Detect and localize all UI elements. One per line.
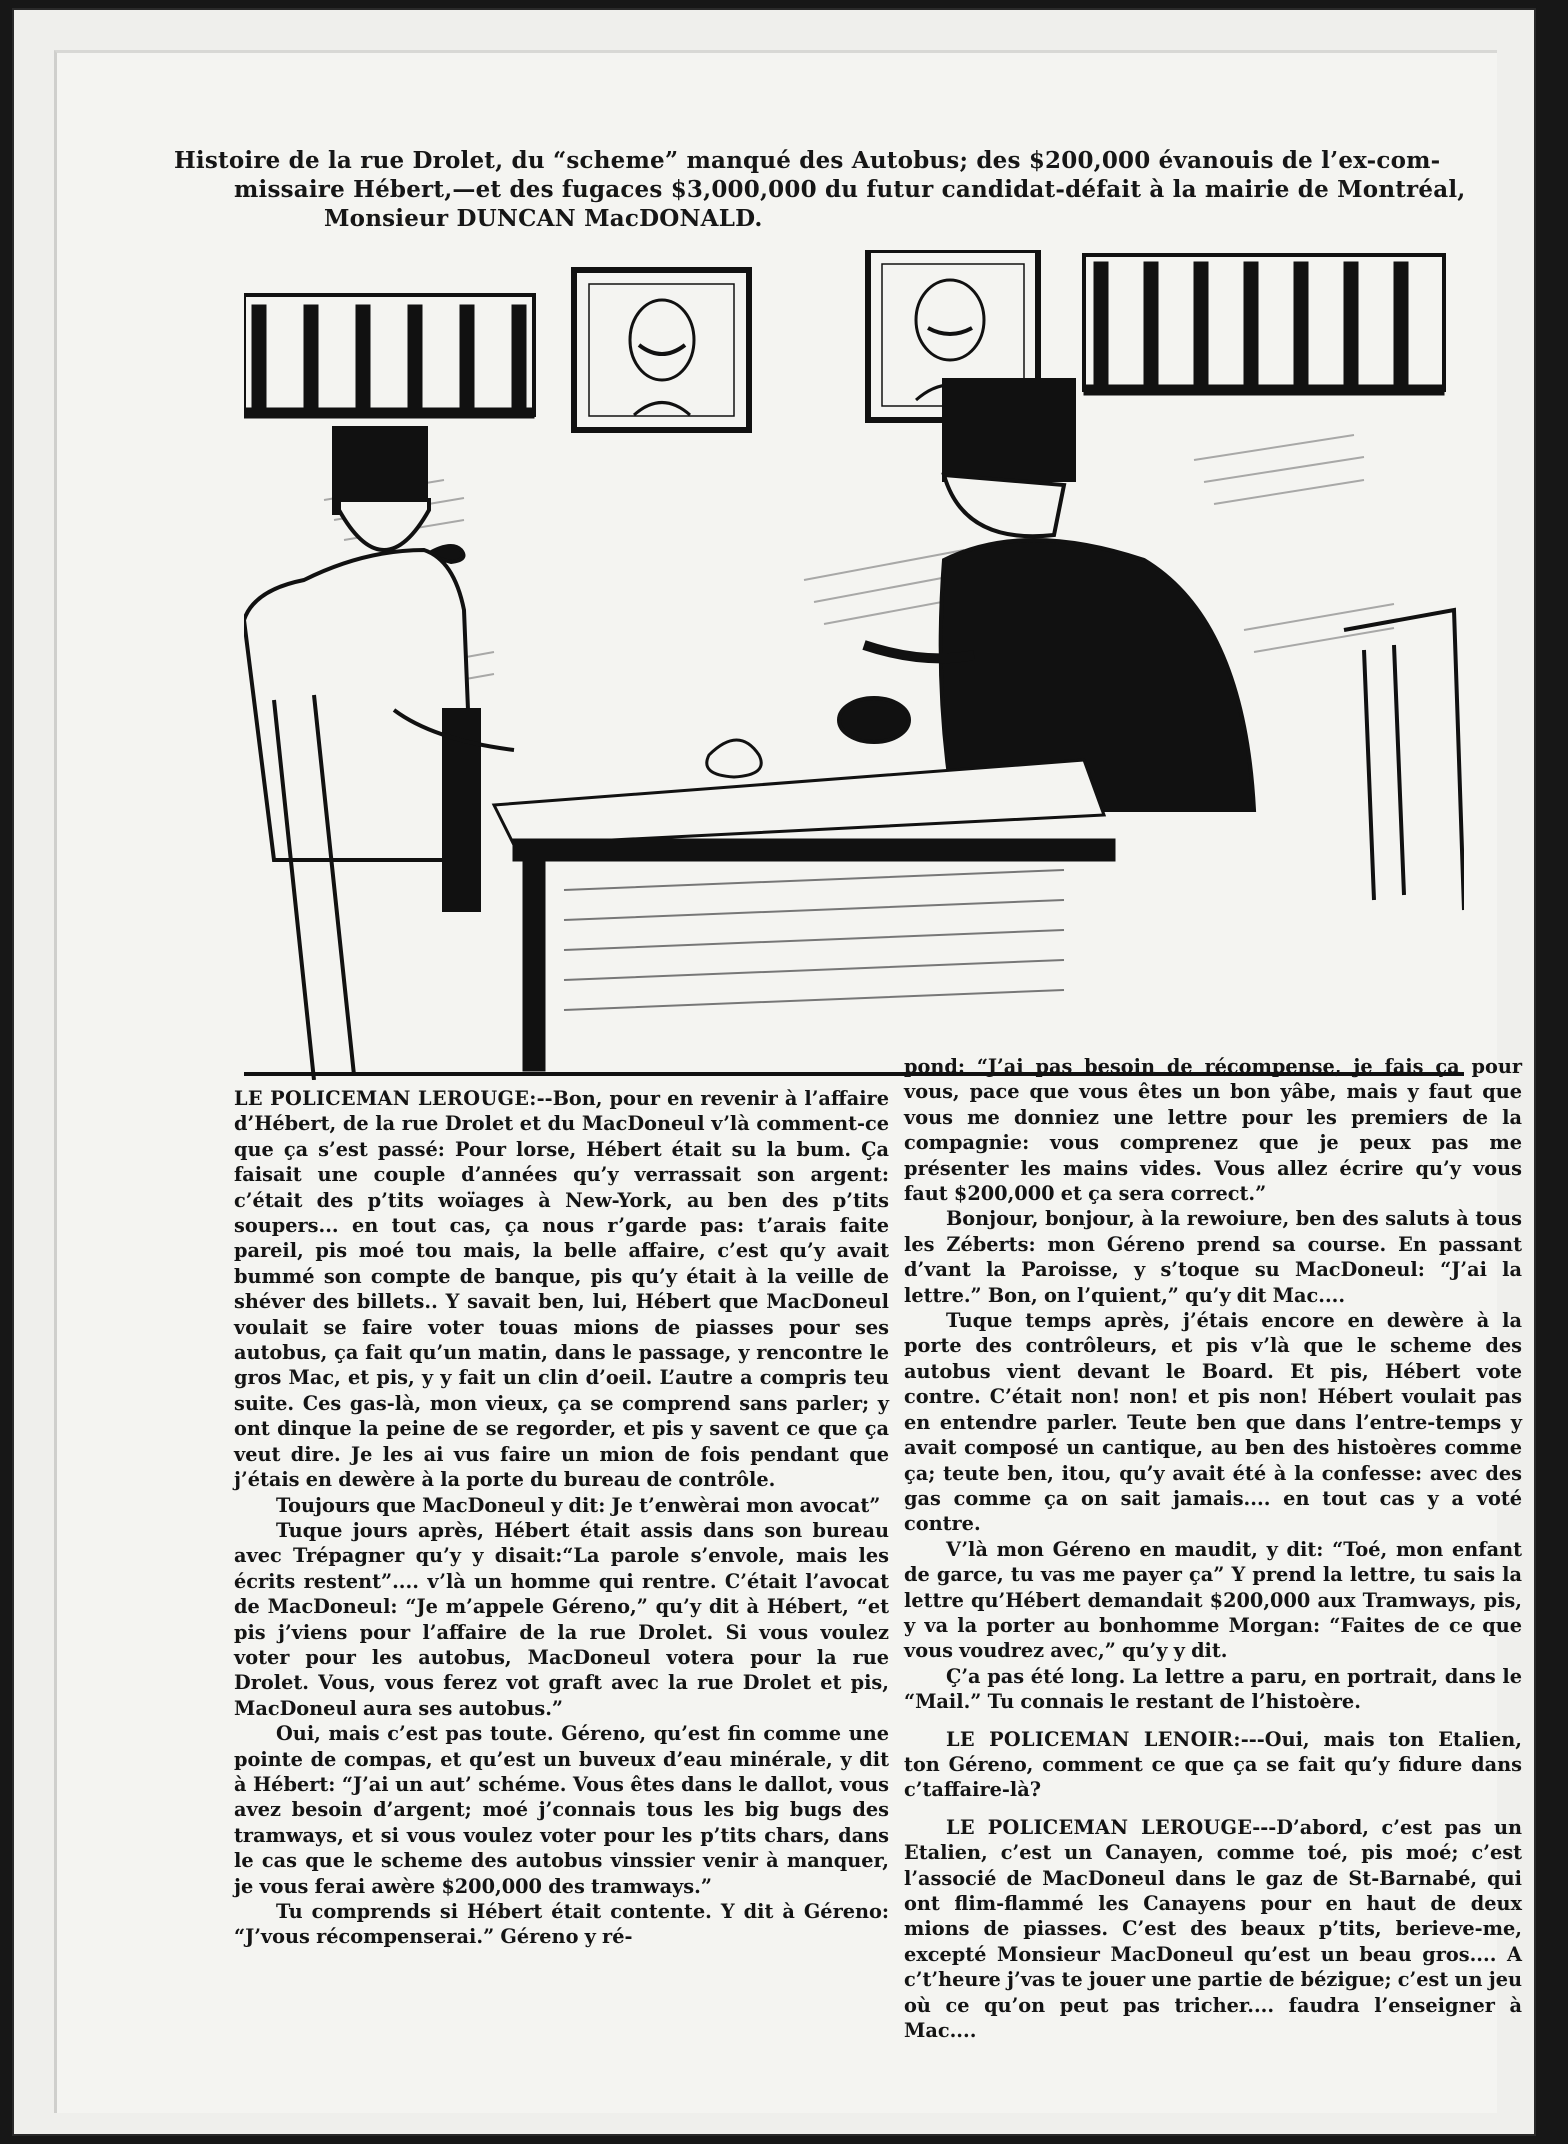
paragraph: [904, 1206, 1522, 1308]
paragraph-text: Tuque temps après, j’étais encore en dewère à la porte des contrôleurs, et pis v’là que le scheme des autobus vient devant le Board. Et pis, Hébert vote contre. C’était non! non! et pis non! Hébert voulait pas en entendre parler. Teute ben que dans l’entre-temps y avait composé un cantique, au ben des histoères comme ça; teute ben, itou, qu’y avait été à la confesse: avec des gas comme ça on sait jamais.... en tout cas y a voté contre.: [904, 1309, 1522, 1536]
paragraph: [904, 1054, 1522, 1206]
paragraph-text: pond: “J’ai pas besoin de récompense, je fais ça pour vous, pace que vous êtes un bon yâbe, mais y faut que vous me donniez une lettre pour les premiers de la compagnie: vous comprenez que je peux pas me présenter les mains vides. Vous allez écrire qu’y vous faut $200,000 et ça sera correct.”: [904, 1055, 1522, 1206]
left-column: [234, 1086, 889, 1950]
paragraph: [234, 1086, 889, 1493]
cartoon-illustration: [244, 250, 1464, 1080]
paragraph-text: Bonjour, bonjour, à la rewoiure, ben des saluts à tous les Zéberts: mon Géreno prend sa course. En passant d’vant la Paroisse, y s’toque su MacDoneul: “J’ai la lettre.” Bon, on l’quient,” qu’y dit Mac....: [904, 1207, 1522, 1307]
speaker-name: LE POLICEMAN LEROUGE: [946, 1815, 1253, 1839]
cartoon-svg: [244, 250, 1464, 1080]
paragraph: [904, 1664, 1522, 1715]
paragraph: [234, 1493, 889, 1518]
paragraph-text: ---D’abord, c’est pas un Etalien, c’est un Canayen, comme toé, pis moé; c’est l’associé de MacDoneul dans le gaz de St-Barnabé, qui ont flim-flammé les Canayens pour en haut de deux mions de piasses. C’est des beaux p’tits, berieve-me, excepté Monsieur MacDoneul qu’est un beau gros.... A c’t’heure j’vas te jouer une partie de bézigue; c’est un jeu où ce qu’on peut pas tricher.... faudra l’enseigner à Mac....: [904, 1815, 1522, 2043]
paragraph-text: Toujours que MacDoneul y dit: Je t’enwèrai mon avocat”: [276, 1493, 881, 1517]
paragraph-text: Ç’a pas été long. La lettre a paru, en portrait, dans le “Mail.” Tu connais le restant de l’histoère.: [904, 1664, 1522, 1714]
paragraph: [904, 1727, 1522, 1803]
table: [494, 740, 1114, 1070]
paragraph: [234, 1518, 889, 1721]
paragraph: [904, 1308, 1522, 1537]
right-policeman: [839, 380, 1254, 810]
portrait-left: [574, 270, 749, 430]
wall-shading: [324, 435, 1394, 690]
paragraph: [904, 1815, 1522, 2044]
paragraph-text: Tuque jours après, Hébert était assis dans son bureau avec Trépagner qu’y y disait:“La parole s’envole, mais les écrits restent”.... v’là un homme qui rentre. C’était l’avocat de MacDoneul: “Je m’appele Géreno,” qu’y dit à Hébert, “et pis j’viens pour l’affaire de la rue Drolet. Si vous voulez voter pour les autobus, MacDoneul votera pour la rue Drolet. Vous, vous ferez vot graft avec la rue Drolet et pis, MacDoneul aura ses autobus.”: [234, 1518, 889, 1720]
headline: [174, 146, 1466, 233]
paragraph: [234, 1721, 889, 1899]
speaker-name: LE POLICEMAN LEROUGE:: [234, 1087, 537, 1110]
headline-line-3: Monsieur DUNCAN MacDONALD.: [324, 205, 763, 232]
right-column: [904, 1054, 1522, 2043]
paragraph-text: V’là mon Géreno en maudit, y dit: “Toé, mon enfant de garce, tu vas me payer ça” Y prend la lettre, tu sais la lettre qu’Hébert demandait $200,000 aux Tramways, pis, y va la porter au bonhomme Morgan: “Faites de ce que vous voudrez avec,” qu’y y dit.: [904, 1537, 1522, 1663]
paragraph: [234, 1899, 889, 1950]
paragraph: [904, 1537, 1522, 1664]
paragraph-text: Oui, mais c’est pas toute. Géreno, qu’est fin comme une pointe de compas, et qu’est un buveux d’eau minérale, y dit à Hébert: “J’ai un aut’ schéme. Vous êtes dans le dallot, vous avez besoin d’argent; moé j’connais tous les big bugs des tramways, et si vous voulez voter pour les p’tits chars, dans le cas que le scheme des autobus vinssier venir à manquer, je vous ferai awère $200,000 des tramways.”: [234, 1722, 889, 1898]
paragraph-text: --Bon, pour en revenir à l’affaire d’Hébert, de la rue Drolet et du MacDoneul v’là comment-ce que ça s’est passé: Pour lorse, Hébert était su la bum. Ça faisait une couple d’années qu’y verrassait son argent: c’était des p’tits woïages à New-York, au ben des p’tits soupers... en tout cas, ça nous r’garde pas: t’arais faite pareil, pis moé tou mais, la belle affaire, c’est qu’y avait bummé son compte de banque, pis qu’y était à la veille de shéver des billets.. Y savait ben, lui, Hébert que MacDoneul voulait se faire voter touas mions de piasses pour ses autobus, ça fait qu’un matin, dans le passage, y rencontre le gros Mac, et pis, y y fait un clin d’oeil. L’autre a compris teu suite. Ces gas-là, mon vieux, ça se comprend sans parler; y ont dinque la peine de se regorder, et pis y savent ce que ça veut dire. Je les ai vus faire un mion de fois pendant que j’étais en dewère à la porte du bureau de contrôle.: [234, 1087, 889, 1492]
right-window: [1084, 255, 1444, 395]
left-window: [244, 295, 534, 418]
speaker-name: LE POLICEMAN LENOIR:: [946, 1727, 1241, 1751]
paragraph-text: ---Oui, mais ton Etalien, ton Géreno, comment ce que ça se fait qu’y fidure dans c’taffaire-là?: [904, 1727, 1522, 1802]
headline-line-2: missaire Hébert,—et des fugaces $3,000,000 du futur candidat-défait à la mairie de Montréal,: [234, 176, 1466, 203]
scanned-page: [14, 10, 1534, 2134]
headline-line-1: Histoire de la rue Drolet, du “scheme” manqué des Autobus; des $200,000 évanouis de l’ex-com-: [174, 147, 1441, 174]
paragraph-text: Tu comprends si Hébert était contente. Y dit à Géreno: “J’vous récompenserai.” Géreno y ré-: [234, 1900, 889, 1949]
left-policeman: [244, 428, 514, 910]
